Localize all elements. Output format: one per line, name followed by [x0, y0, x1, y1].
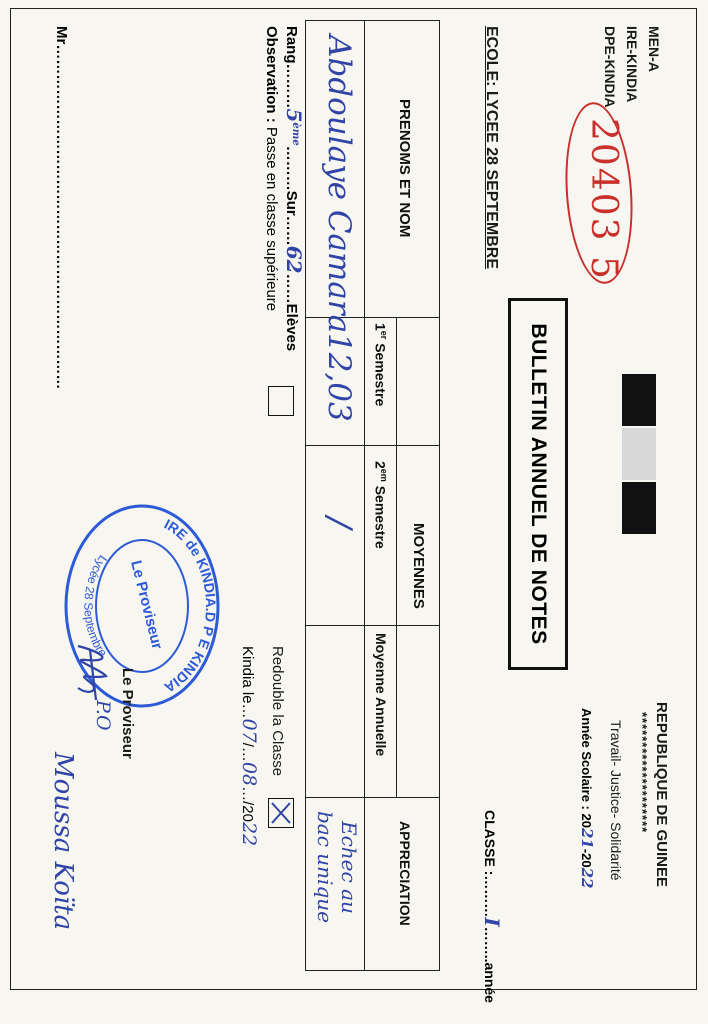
proviseur-title: Le Proviseur — [119, 668, 136, 759]
grades-table — [305, 20, 440, 971]
observation-label: Observation : — [263, 26, 280, 123]
stamp-center-text: Le Proviseur — [127, 558, 166, 652]
classe-value: I — [480, 917, 504, 927]
classe-dots-2: …….. — [482, 926, 498, 963]
observation-line — [263, 26, 280, 311]
classe-label: CLASSE : — [482, 810, 498, 876]
rang-dots-2: ……… — [283, 145, 300, 191]
stars-line: ******************** — [635, 712, 650, 834]
passe-checkbox[interactable] — [268, 386, 294, 416]
rang-value-sup: ème — [290, 122, 301, 146]
student-name: Abdoulaye Camara — [321, 35, 357, 334]
mr-line — [53, 26, 70, 389]
date-line — [238, 646, 260, 846]
country-name: REPUBLIQUE DE GUINEE — [653, 702, 670, 888]
po-mark: P.O — [92, 700, 114, 731]
header-row-divider — [364, 21, 365, 970]
annee-hw1: 21 — [578, 827, 596, 849]
header-dpe: DPE-KINDIA — [602, 26, 618, 108]
date-sep-1: /… — [239, 742, 256, 762]
flag-band-1 — [622, 374, 656, 426]
signature-scribble-icon — [60, 640, 120, 710]
date-year: 22 — [238, 821, 260, 847]
header-moyenne-annuelle: Moyenne Annuelle — [373, 633, 389, 757]
signatory-name: Moussa Koïta — [48, 752, 78, 931]
classe-dots-1: ……… — [482, 875, 498, 918]
col-divider-4 — [306, 797, 439, 798]
rang-sur: Sur — [283, 190, 300, 216]
rang-dots-3: …… — [283, 215, 300, 246]
col-divider-2 — [306, 445, 439, 446]
stamp-outer-text: IRE de KINDIA.D P E KINDIA — [161, 515, 220, 697]
rang-line — [282, 26, 306, 351]
rang-dots-4: …… — [283, 273, 300, 304]
s2-rest: Semestre — [372, 481, 389, 549]
date-sep-2: …/20 — [239, 786, 256, 822]
header-prenoms-nom: PRENOMS ET NOM — [396, 99, 413, 238]
checkmark-x-icon — [269, 799, 293, 827]
rang-eleves: Elèves — [283, 303, 300, 352]
appreciation-line-1: Echec au — [337, 821, 361, 914]
rang-label: Rang — [283, 26, 300, 64]
classe-line — [480, 810, 504, 1003]
moyennes-divider — [396, 317, 397, 797]
rang-value: 5 — [282, 108, 306, 123]
rang-total: 62 — [282, 245, 306, 274]
svg-text:IRE de KINDIA.D P E KINDIA — [162, 516, 219, 696]
flag-band-3 — [622, 482, 656, 534]
annee-sep: -20 — [579, 848, 594, 868]
s1-num: 1 — [372, 323, 389, 331]
s1-rest: Semestre — [372, 339, 389, 407]
s1-sup: er — [379, 330, 389, 340]
date-label: Kindia le — [239, 646, 256, 704]
grade-semestre-1: 12,03 — [321, 333, 357, 422]
annee-scolaire — [578, 708, 596, 889]
passe-label: Passe en classe supérieure — [263, 126, 280, 312]
date-dots: … — [239, 703, 256, 719]
mr-dots: …………………………………………………………… — [53, 44, 70, 390]
header-men: MEN-A — [646, 26, 662, 72]
date-day: 07 — [238, 718, 260, 743]
stamp-bottom-text: Lycée 28 Septembre — [81, 552, 111, 660]
bulletin-title: BULLETIN ANNUEL DE NOTES — [508, 298, 568, 670]
motto: Travail- Justice- Solidarité — [608, 720, 624, 881]
redouble-checkbox[interactable] — [268, 798, 294, 828]
classe-suffix: année — [482, 962, 498, 1003]
header-semestre-1 — [372, 323, 389, 406]
s2-sup: em — [379, 468, 389, 482]
handwritten-id: 20403 5 — [583, 118, 624, 281]
flag-band-2 — [622, 428, 656, 480]
rang-dots-1: ……… — [283, 63, 300, 109]
date-month: 08 — [238, 761, 260, 787]
header-moyennes: MOYENNES — [410, 523, 427, 609]
annee-hw2: 22 — [578, 867, 596, 889]
grade-semestre-2: / — [319, 517, 359, 529]
ecole-label: ECOLE: LYCEE 28 SEPTEMBRE — [483, 26, 500, 270]
header-semestre-2 — [372, 461, 389, 549]
header-ire: IRE-KINDIA — [624, 26, 640, 103]
col-divider-3 — [306, 625, 439, 626]
appreciation-line-2: bac unique — [313, 811, 337, 923]
mr-label: Mr — [53, 26, 70, 45]
header-appreciation: APPRECIATION — [397, 821, 413, 926]
annee-label: Année Scolaire : 20 — [579, 708, 594, 828]
s2-num: 2 — [372, 461, 389, 469]
redouble-label: Redouble la Classe — [269, 646, 286, 777]
